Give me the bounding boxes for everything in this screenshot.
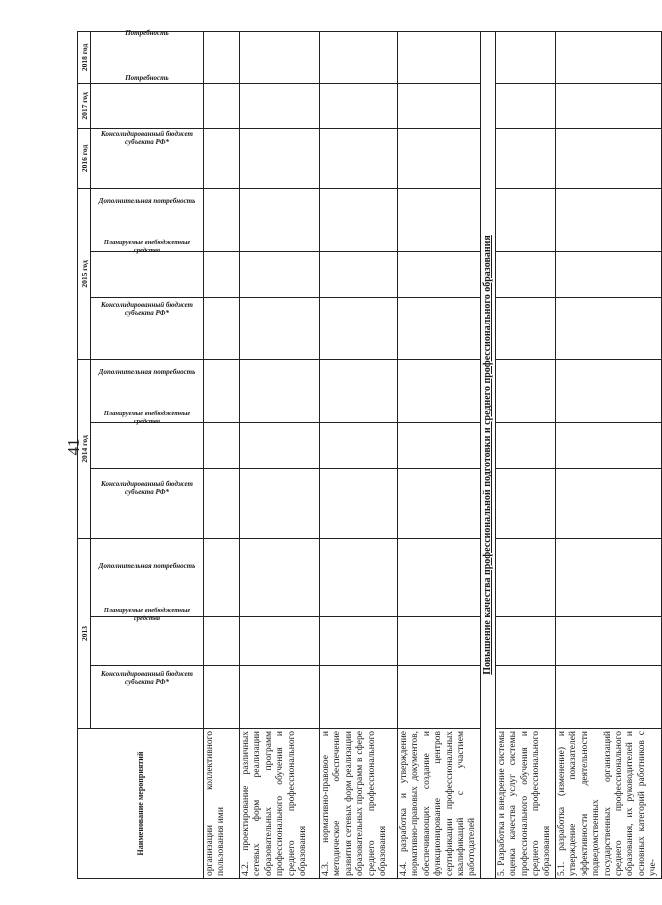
subheader-planned-funds: Планируемые внебюджетные средства <box>91 251 204 297</box>
subheader-consolidated-budget: Консолидированный бюджет субъекта РФ* <box>91 666 204 729</box>
row-name: 4.3. нормативно-правовое и методическое обеспечение развития сетевых форм реализации образовательных программ в сфере среднего профессионального образования <box>320 729 398 879</box>
rotated-content <box>77 28 659 879</box>
section-row <box>480 31 495 878</box>
subheader-need: Потребность <box>91 83 204 128</box>
table-row <box>398 31 481 878</box>
table-row <box>204 31 240 878</box>
header-year-2018: 2018 год <box>78 31 91 83</box>
row-name: 4.4. разработка и утверждение нормативно-правовых документов, обеспечивающих создание и функционирование центров сертификации профессиональных квалификаций с участием работодателей <box>398 729 481 879</box>
row-name: организации коллективного пользования ими <box>204 729 240 879</box>
row-name: 4.2. проектирование различных сетевых форм реализации образовательных программ профессионального обучения и среднего профессионального образования <box>240 729 320 879</box>
subheader-additional-need: Дополнительная потребность <box>91 359 204 422</box>
header-measures: Наименование мероприятий <box>78 729 204 879</box>
subheader-planned-funds: Планируемые внебюджетные средства <box>91 617 204 666</box>
table-row <box>495 31 555 878</box>
subheader-consolidated-budget: Консолидированный бюджет субъекта РФ* <box>91 297 204 359</box>
table-row <box>320 31 398 878</box>
rotated-table-frame <box>77 28 659 879</box>
subheader-consolidated-budget: Консолидированный бюджет субъекта РФ* <box>91 128 204 188</box>
table-row <box>240 31 320 878</box>
header-year-2013: 2013 <box>78 538 91 728</box>
row-name: 5.1. разработка (изменение) и утверждение показателей эффективности деятельности подведомственных государственных организаций среднего профессионального образования, их руководителей и основных категорий работников с уче- <box>555 729 661 879</box>
funding-table <box>77 28 662 879</box>
header-year-2014: 2014 год <box>78 359 91 538</box>
section-title: Повышение качества профессиональной подготовки и среднего профессионального образования <box>480 31 495 878</box>
row-name: 5. Разработка и внедрение системы оценка качества услуг системы профессионального обучения и среднего профессионального образования <box>495 729 555 879</box>
subheader-need: Потребность <box>91 31 204 83</box>
header-year-2017: 2017 год <box>78 83 91 128</box>
table-row <box>555 31 661 878</box>
subheader-additional-need: Дополнительная потребность <box>91 538 204 616</box>
subheader-consolidated-budget: Консолидированный бюджет субъекта РФ* <box>91 468 204 538</box>
page-number: 41 <box>64 438 83 456</box>
subheader-planned-funds: Планируемые внебюджетные средства <box>91 422 204 468</box>
header-year-2016: 2016 год <box>78 128 91 188</box>
subheader-additional-need: Дополнительная потребность <box>91 188 204 251</box>
header-year-2015: 2015 год <box>78 188 91 359</box>
